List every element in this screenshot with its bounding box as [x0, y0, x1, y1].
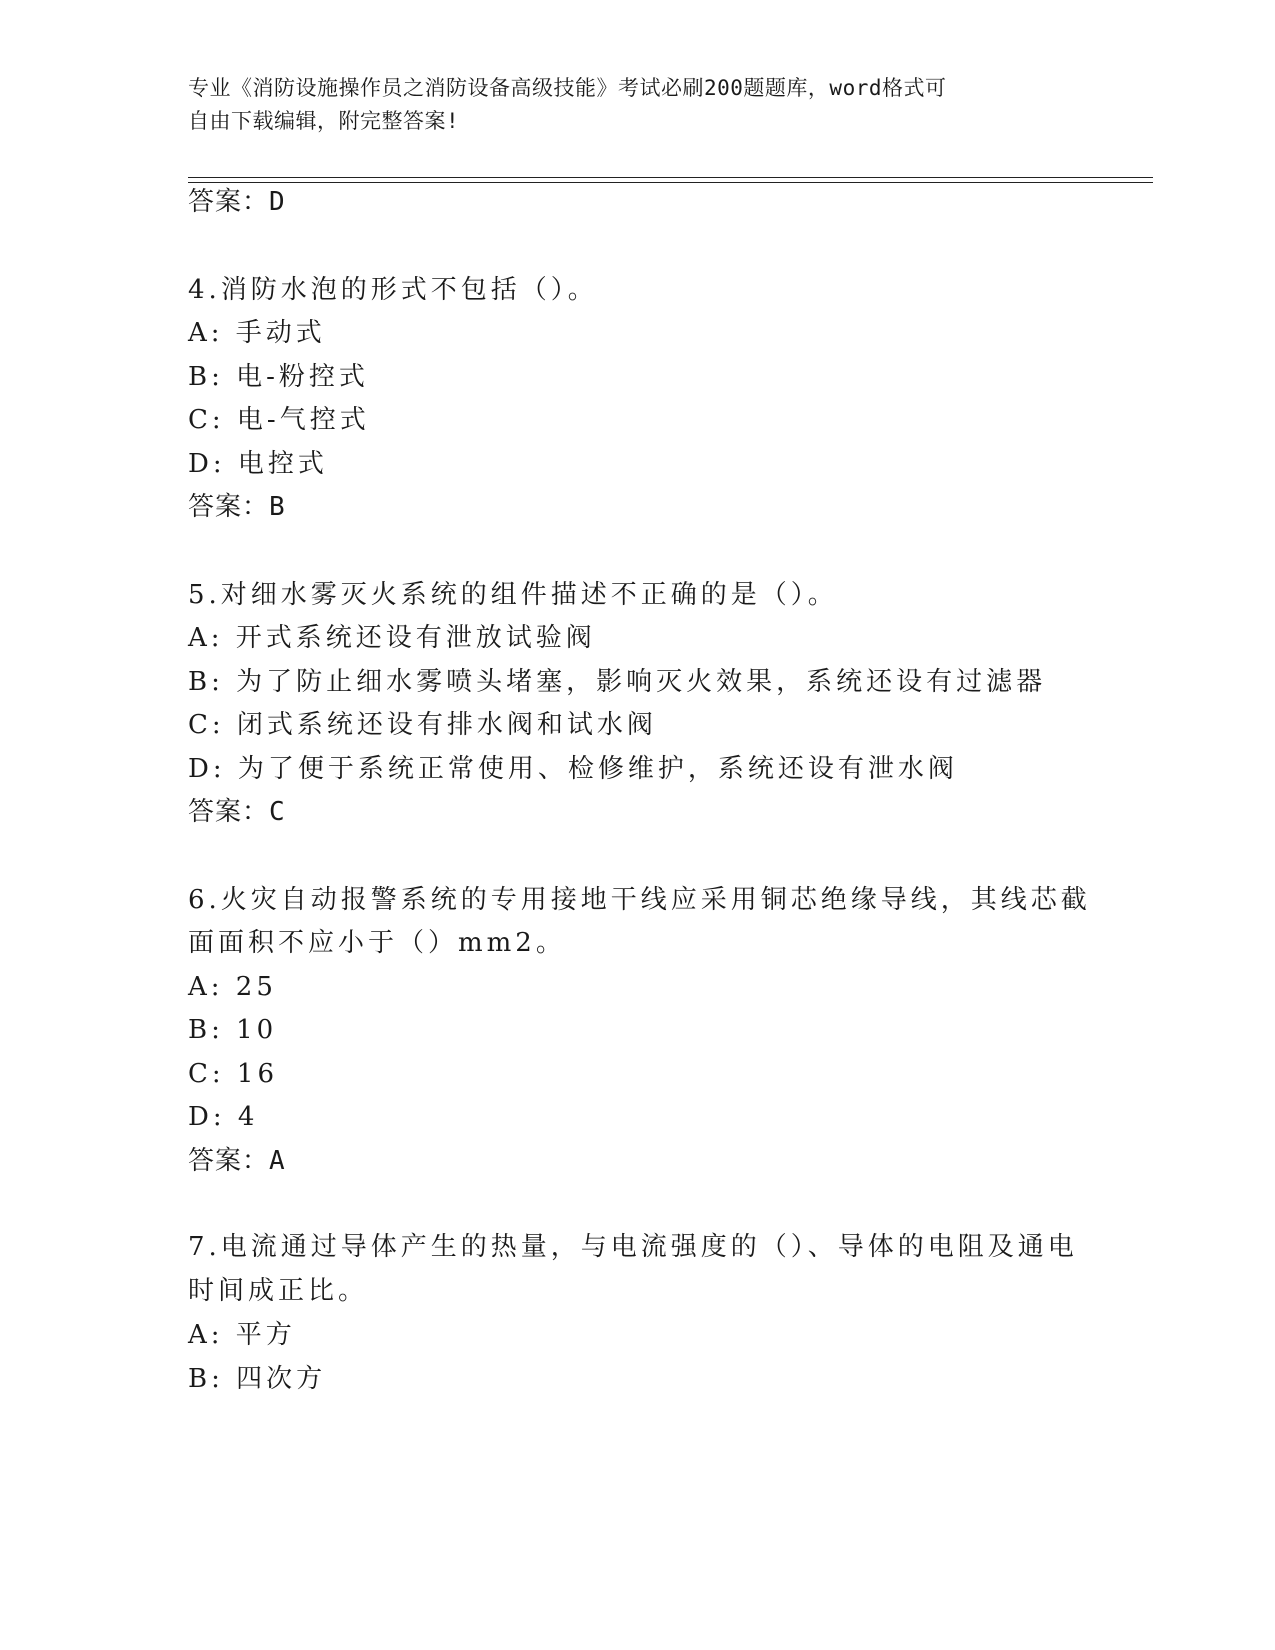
question-7-stem-line-2: 时间成正比。	[188, 1276, 369, 1306]
document-header	[188, 72, 1068, 138]
question-6-stem-line-2: 面面积不应小于（）mm2。	[188, 928, 566, 958]
question-4-option-c: C: 电-气控式	[188, 405, 370, 435]
question-6-option-d: D: 4	[188, 1102, 259, 1132]
question-5-option-b: B: 为了防止细水雾喷头堵塞，影响灭火效果，系统还设有过滤器	[188, 667, 1047, 697]
question-4-option-a: A: 手动式	[188, 318, 326, 348]
question-4-option-b: B: 电-粉控式	[188, 362, 369, 392]
question-5-option-d: D: 为了便于系统正常使用、检修维护，系统还设有泄水阀	[188, 754, 958, 784]
answer-q3: 答案：D	[188, 187, 286, 217]
question-4-option-d: D: 电控式	[188, 449, 328, 479]
question-7-stem-line-1: 7.电流通过导体产生的热量，与电流强度的（）、导体的电阻及通电	[188, 1232, 1078, 1262]
answer-q5: 答案：C	[188, 797, 286, 827]
question-4-stem: 4.消防水泡的形式不包括（）。	[188, 275, 598, 305]
question-6-option-a: A: 25	[188, 972, 277, 1002]
header-divider-bottom	[188, 182, 1153, 183]
header-line-1: 专业《消防设施操作员之消防设备高级技能》考试必刷200题题库，word格式可	[188, 76, 947, 100]
question-7-option-b: B: 四次方	[188, 1364, 327, 1394]
question-6-option-c: C: 16	[188, 1059, 279, 1089]
question-7-option-a: A: 平方	[188, 1320, 296, 1350]
header-line-2: 自由下载编辑，附完整答案!	[188, 109, 460, 133]
answer-q4: 答案：B	[188, 492, 286, 522]
header-divider-top	[188, 177, 1153, 178]
question-5-option-c: C: 闭式系统还设有排水阀和试水阀	[188, 710, 657, 740]
question-5-option-a: A: 开式系统还设有泄放试验阀	[188, 623, 596, 653]
answer-q6: 答案：A	[188, 1146, 286, 1176]
question-5-stem: 5.对细水雾灭火系统的组件描述不正确的是（）。	[188, 580, 838, 610]
question-6-option-b: B: 10	[188, 1015, 278, 1045]
question-6-stem-line-1: 6.火灾自动报警系统的专用接地干线应采用铜芯绝缘导线，其线芯截	[188, 885, 1091, 915]
